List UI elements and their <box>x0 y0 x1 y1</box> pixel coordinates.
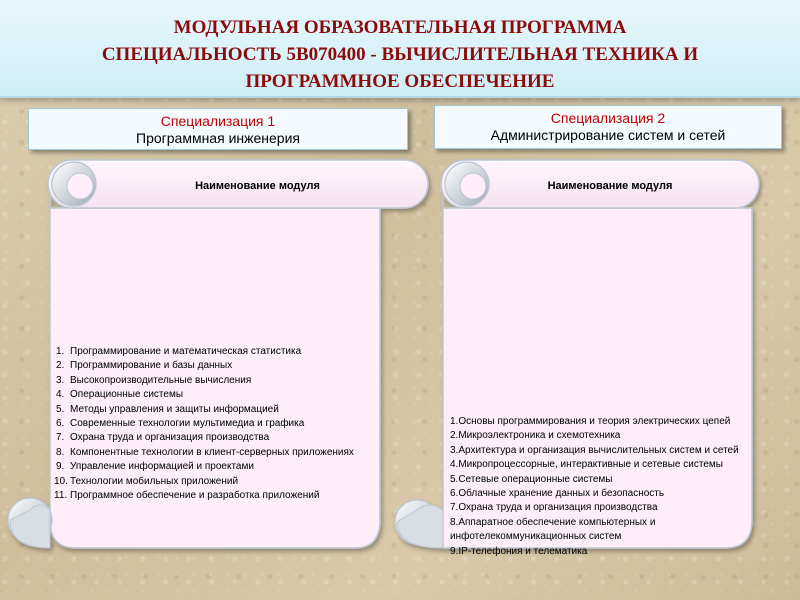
column-1-heading: Наименование модуля <box>195 180 320 192</box>
list-item: 1.Основы программирования и теория электрических цепей <box>450 416 731 427</box>
list-item: 7.Охрана труда и организация производства <box>450 502 658 514</box>
list-item: 9.IP-телефония и телематика <box>450 545 588 557</box>
list-item: 2. Программирование и базы данных <box>56 360 233 372</box>
list-item: 1. Программирование и математическая статистика <box>56 346 302 357</box>
module-list-1 <box>50 345 375 503</box>
title-line-1: МОДУЛЬНАЯ ОБРАЗОВАТЕЛЬНАЯ ПРОГРАММА <box>173 17 627 38</box>
title-line-3: ПРОГРАММНОЕ ОБЕСПЕЧЕНИЕ <box>245 71 555 92</box>
specialization-1-label: Специализация 1 <box>160 113 276 129</box>
list-item: 4. Операционные системы <box>56 389 184 401</box>
list-item: 8. Компонентные технологии в клиент-серверных приложениях <box>56 446 354 458</box>
column-2-heading: Наименование модуля <box>547 180 673 192</box>
list-item: 7. Охрана труда и организация производства <box>56 432 270 444</box>
list-item: 4.Микропроцессорные, интерактивные и сетевые системы <box>450 459 723 471</box>
list-item: 5. Методы управления и защиты информацией <box>56 403 279 415</box>
specialization-2-title: Администрирование систем и сетей <box>490 127 726 143</box>
list-item: 3.Архитектура и организация вычислительных систем и сетей <box>450 444 739 456</box>
list-item: 3. Высокопроизводительные вычисления <box>56 374 252 386</box>
list-item: 5.Сетевые операционные системы <box>450 473 613 485</box>
specialization-2-label: Специализация 2 <box>550 110 666 126</box>
title-line-2: СПЕЦИАЛЬНОСТЬ 5В070400 - ВЫЧИСЛИТЕЛЬНАЯ ТЕХНИКА И <box>101 44 699 65</box>
specialization-1-title: Программная инженерия <box>136 130 300 146</box>
list-item: 10. Технологии мобильных приложений <box>54 475 239 487</box>
list-item: 9. Управление информацией и проектами <box>56 461 254 473</box>
list-item: 6.Облачные хранение данных и безопасность <box>450 488 665 500</box>
list-item: 2.Микроэлектроника и схемотехника <box>450 430 621 442</box>
list-item: 8.Аппаратное обеспечение компьютерных и инфотелекоммуникационных систем <box>450 516 656 543</box>
list-item: 11. Программное обеспечение и разработка приложений <box>54 490 320 502</box>
module-list-2 <box>450 415 750 600</box>
list-item: 6. Современные технологии мультимедиа и графика <box>56 418 305 430</box>
